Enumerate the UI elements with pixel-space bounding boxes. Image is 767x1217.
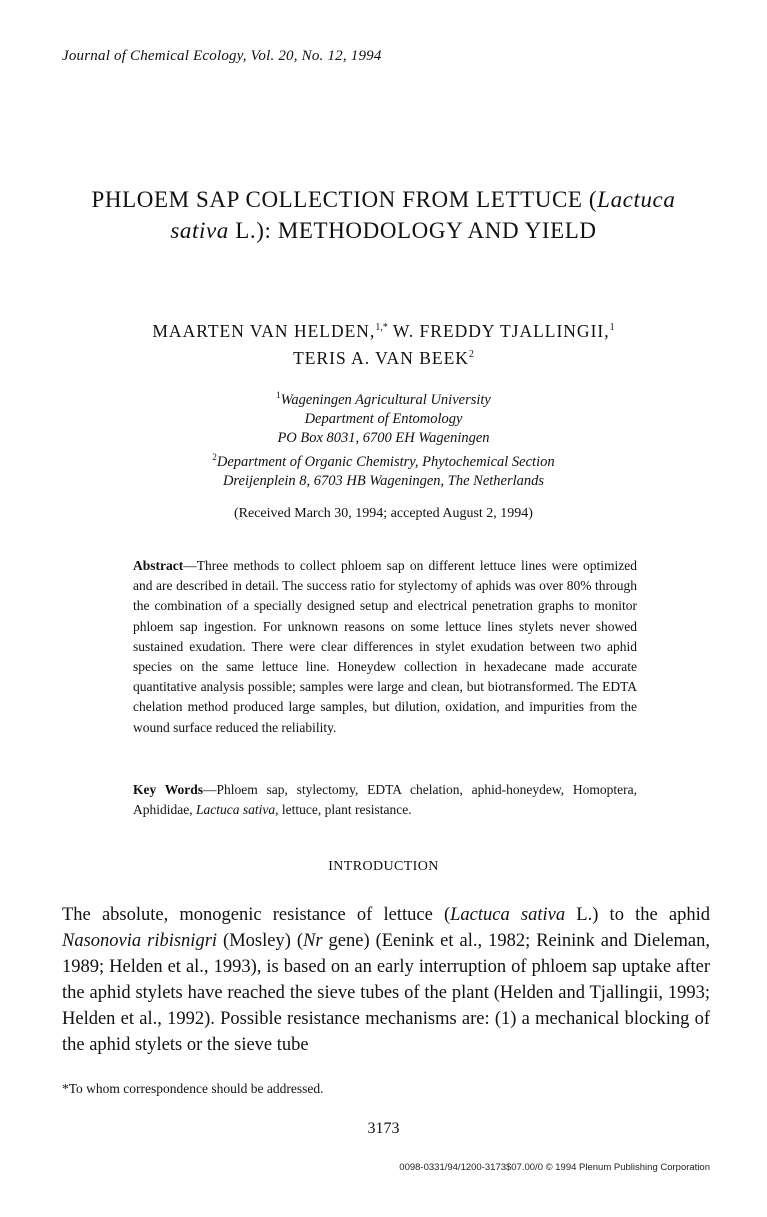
body-t1: The absolute, monogenic resistance of lettuce ( xyxy=(62,905,451,925)
author-2-sup: 1 xyxy=(609,322,615,333)
keywords-text-1: —Phloem sap, stylectomy, EDTA chelation, aphid-honeydew, Homoptera, Aphididae, xyxy=(133,782,637,818)
affiliations xyxy=(40,386,727,491)
affil-sup-1: 1 xyxy=(276,390,281,400)
title-species: sativa xyxy=(170,218,229,243)
author-3: TERIS A. VAN BEEK xyxy=(293,348,469,368)
abstract-text: —Three methods to collect phloem sap on different lettuce lines were optimized and are described in detail. The success ratio for stylectomy of aphids was over 80% through the combination of a specially designed setup and electrical penetration graphs to monitor phloem sap ingestion. For unknown reasons on some lettuce lines stylets never showed sustained exudation. There were clear differences in stylet exudation between two aphid species on the same lettuce line. Honeydew collection in hexadecane made accurate quantitative analysis possible; samples were large and clean, but biotransformed. The EDTA chelation method produced large samples, but dilution, oxidation, and impurities from the wound surface reduced the reliability. xyxy=(133,558,637,735)
title-part1: PHLOEM SAP COLLECTION FROM LETTUCE ( xyxy=(91,187,598,212)
author-2: W. FREDDY TJALLINGII, xyxy=(392,321,610,341)
body-t3: (Mosley) ( xyxy=(217,931,303,951)
affil-line-4: Department of Organic Chemistry, Phytochemical Section xyxy=(216,454,555,470)
copyright-line: 0098-0331/94/1200-3173$07.00/0 © 1994 Plenum Publishing Corporation xyxy=(399,1162,710,1173)
affil-line-3: PO Box 8031, 6700 EH Wageningen xyxy=(277,430,490,446)
body-t2: L.) to the aphid xyxy=(565,905,710,925)
body-i3: Nr xyxy=(303,931,323,951)
body-t4: gene) (Eenink et al., 1982; Reinink and Dieleman, 1989; Helden et al., 1993), is based on an early interruption of phloem sap uptake after the aphid stylets have reached the sieve tubes of the plant (Helden and Tjallingii, 1993; Helden et al., 1992). Possible resistance mechanisms are: (1) a mechanical blocking of the aphid stylets or the sieve tube xyxy=(62,931,710,1055)
article-title xyxy=(40,184,727,246)
section-heading: INTRODUCTION xyxy=(328,859,439,874)
footnote: *To whom correspondence should be addressed. xyxy=(62,1081,324,1096)
affil-sup-2: 2 xyxy=(212,452,217,462)
body-i1: Lactuca sativa xyxy=(450,905,566,925)
body-text xyxy=(62,902,710,1058)
author-list xyxy=(40,316,727,370)
journal-citation: Journal of Chemical Ecology, Vol. 20, No. 12, 1994 xyxy=(62,48,382,64)
body-i2: Nasonovia ribisnigri xyxy=(62,931,218,951)
received-dates: (Received March 30, 1994; accepted August 2, 1994) xyxy=(234,506,533,521)
abstract-label: Abstract xyxy=(133,558,184,573)
affil-line-5: Dreijenplein 8, 6703 HB Wageningen, The Netherlands xyxy=(222,473,545,489)
author-1-sup: 1,* xyxy=(375,322,388,333)
title-genus: Lactuca xyxy=(597,187,676,212)
abstract xyxy=(133,556,637,738)
title-part2: L.): METHODOLOGY AND YIELD xyxy=(228,218,597,243)
keywords-text-2: , lettuce, plant resistance. xyxy=(275,802,412,818)
key-words xyxy=(133,780,637,820)
keywords-label: Key Words xyxy=(133,782,204,797)
author-3-sup: 2 xyxy=(468,349,474,360)
keywords-italic: Lactuca sativa xyxy=(196,802,276,818)
author-1: MAARTEN VAN HELDEN, xyxy=(152,321,376,341)
affil-line-2: Department of Entomology xyxy=(304,411,463,427)
affil-line-1: Wageningen Agricultural University xyxy=(280,392,491,408)
page-number: 3173 xyxy=(367,1120,400,1137)
